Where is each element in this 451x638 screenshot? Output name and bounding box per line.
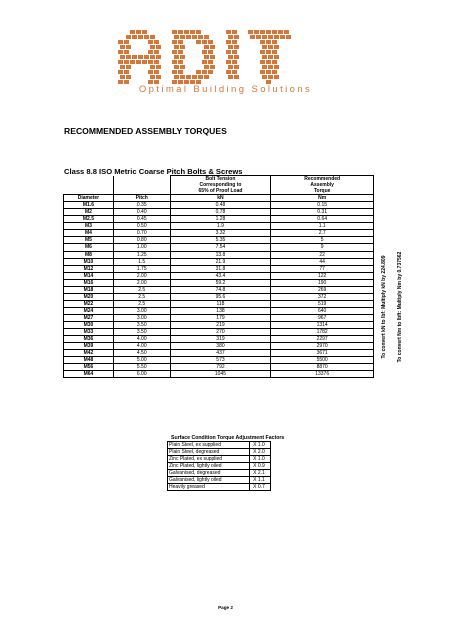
factor-row: [168, 477, 271, 484]
header-recommended: Recommended Assembly Torque: [271, 176, 374, 195]
nm-cell: 967: [271, 314, 374, 321]
table-row: [64, 371, 374, 378]
table-row: [64, 314, 374, 321]
header-row-1: [64, 176, 374, 195]
factor-row: [168, 442, 271, 449]
conversion-note-nm: To convert Nm to lbft: Multiply Nm by 0.737562: [397, 251, 403, 363]
pitch-cell: 3.50: [113, 321, 170, 328]
factors-table: [167, 441, 271, 491]
diameter-cell: M18: [64, 286, 114, 293]
col-kn: kN: [170, 195, 271, 202]
table-row: [64, 329, 374, 336]
nm-cell: 0.31: [271, 209, 374, 216]
factor-row: [168, 484, 271, 491]
factor-row: [168, 463, 271, 470]
kn-cell: 380: [170, 343, 271, 350]
torque-table: [63, 175, 374, 378]
diameter-cell: M42: [64, 350, 114, 357]
pitch-cell: 0.35: [113, 202, 170, 209]
table-row: [64, 279, 374, 286]
nm-cell: 77: [271, 265, 374, 272]
col-nm: Nm: [271, 195, 374, 202]
kn-cell: 138: [170, 307, 271, 314]
diameter-cell: M48: [64, 357, 114, 364]
pitch-cell: 2.5: [113, 300, 170, 307]
surface-condition: Zinc Plated, ex supplied: [168, 456, 250, 463]
pitch-cell: 2.5: [113, 286, 170, 293]
diameter-cell: M14: [64, 272, 114, 279]
pitch-cell: 3.50: [113, 329, 170, 336]
kn-cell: 437: [170, 350, 271, 357]
diameter-cell: M12: [64, 265, 114, 272]
pitch-cell: 6.00: [113, 371, 170, 378]
diameter-cell: M33: [64, 329, 114, 336]
kn-cell: 270: [170, 329, 271, 336]
surface-condition: Heavily greased: [168, 484, 250, 491]
table-row: [64, 202, 374, 209]
adjustment-factor: X 1.1: [250, 477, 271, 484]
diameter-cell: M5: [64, 237, 114, 244]
diameter-cell: M16: [64, 279, 114, 286]
kn-cell: 43.4: [170, 272, 271, 279]
pitch-cell: 5.00: [113, 357, 170, 364]
diameter-cell: M10: [64, 258, 114, 265]
table-row: [64, 293, 374, 300]
conversion-note-kn: To convert kN to lbf: Multiply kN by 224.809: [381, 255, 387, 359]
table-row: [64, 350, 374, 357]
nm-cell: 122: [271, 272, 374, 279]
table-row: [64, 230, 374, 237]
diameter-cell: M2.5: [64, 216, 114, 223]
factor-row: [168, 449, 271, 456]
nm-cell: 190: [271, 279, 374, 286]
nm-cell: 44: [271, 258, 374, 265]
nm-cell: 3671: [271, 350, 374, 357]
nm-cell: 5: [271, 237, 374, 244]
kn-cell: 0.78: [170, 209, 271, 216]
kn-cell: 1045: [170, 371, 271, 378]
nm-cell: 0.64: [271, 216, 374, 223]
nm-cell: 13376: [271, 371, 374, 378]
surface-condition: Plain Steel, degreased: [168, 449, 250, 456]
surface-condition: Plain Steel, ex supplied: [168, 442, 250, 449]
col-pitch: Pitch: [113, 195, 170, 202]
nm-cell: 372: [271, 293, 374, 300]
table-row: [64, 336, 374, 343]
table-row: [64, 343, 374, 350]
adjustment-factor: X 2.0: [250, 449, 271, 456]
factor-row: [168, 470, 271, 477]
surface-condition: Zinc Plated, lightly oiled: [168, 463, 250, 470]
diameter-cell: M3: [64, 223, 114, 230]
diameter-cell: M2: [64, 209, 114, 216]
nm-cell: 0.15: [271, 202, 374, 209]
nm-cell: 1314: [271, 321, 374, 328]
table-row: [64, 251, 374, 258]
adjustment-factor: X 1.0: [250, 456, 271, 463]
pitch-cell: 4.00: [113, 336, 170, 343]
table-row: [64, 307, 374, 314]
kn-cell: 21.9: [170, 258, 271, 265]
surface-condition: Galvanised, lightly oiled: [168, 477, 250, 484]
kn-cell: 5.35: [170, 237, 271, 244]
kn-cell: 13.8: [170, 251, 271, 258]
nm-cell: 5500: [271, 357, 374, 364]
pitch-cell: 4.50: [113, 350, 170, 357]
diameter-cell: M56: [64, 364, 114, 371]
diameter-cell: M20: [64, 293, 114, 300]
pitch-cell: 0.40: [113, 209, 170, 216]
diameter-cell: M6: [64, 244, 114, 251]
kn-cell: 118: [170, 300, 271, 307]
pitch-cell: 3.00: [113, 307, 170, 314]
table-row: [64, 223, 374, 230]
table-row: [64, 300, 374, 307]
pitch-cell: 1.5: [113, 258, 170, 265]
page-number: Page 2: [218, 605, 233, 610]
kn-cell: 74.8: [170, 286, 271, 293]
header-bolt-tension: Bolt Tension Corresponding to 65% of Proof Load: [170, 176, 271, 195]
table-row: [64, 321, 374, 328]
kn-cell: 31.8: [170, 265, 271, 272]
pitch-cell: 1.00: [113, 244, 170, 251]
adjustment-factor: X 0.7: [250, 484, 271, 491]
table-row: [64, 357, 374, 364]
kn-cell: 3.32: [170, 230, 271, 237]
kn-cell: 319: [170, 336, 271, 343]
diameter-cell: M8: [64, 251, 114, 258]
pitch-cell: 5.50: [113, 364, 170, 371]
nm-cell: 22: [271, 251, 374, 258]
diameter-cell: M27: [64, 314, 114, 321]
diameter-cell: M36: [64, 336, 114, 343]
nm-cell: 640: [271, 307, 374, 314]
kn-cell: 95.6: [170, 293, 271, 300]
pitch-cell: 2.5: [113, 293, 170, 300]
document-title: RECOMMENDED ASSEMBLY TORQUES: [64, 126, 227, 136]
diameter-cell: M24: [64, 307, 114, 314]
nm-cell: 269: [271, 286, 374, 293]
pitch-cell: 0.80: [113, 237, 170, 244]
diameter-cell: M39: [64, 343, 114, 350]
kn-cell: 792: [170, 364, 271, 371]
header-row-2: [64, 195, 374, 202]
adjustment-factor: X 0.9: [250, 463, 271, 470]
kn-cell: 219: [170, 321, 271, 328]
nm-cell: 2297: [271, 336, 374, 343]
pitch-cell: 3.00: [113, 314, 170, 321]
diameter-cell: M64: [64, 371, 114, 378]
kn-cell: 0.48: [170, 202, 271, 209]
diameter-cell: M30: [64, 321, 114, 328]
pitch-cell: 2.00: [113, 279, 170, 286]
pitch-cell: 0.70: [113, 230, 170, 237]
kn-cell: 573: [170, 357, 271, 364]
nm-cell: 8870: [271, 364, 374, 371]
pitch-cell: 2.00: [113, 272, 170, 279]
pitch-cell: 0.50: [113, 223, 170, 230]
diameter-cell: M4: [64, 230, 114, 237]
nm-cell: 9: [271, 244, 374, 251]
table-row: [64, 286, 374, 293]
pitch-cell: 1.25: [113, 251, 170, 258]
table-row: [64, 209, 374, 216]
kn-cell: 1.9: [170, 223, 271, 230]
table-title: Class 8.8 ISO Metric Coarse Pitch Bolts & Screws: [64, 167, 243, 176]
table-row: [64, 258, 374, 265]
company-tagline: Optimal Building Solutions: [138, 84, 313, 95]
factor-row: [168, 456, 271, 463]
nm-cell: 2970: [271, 343, 374, 350]
table-row: [64, 237, 374, 244]
surface-condition: Galvanised, degreased: [168, 470, 250, 477]
kn-cell: 1.28: [170, 216, 271, 223]
nm-cell: 1782: [271, 329, 374, 336]
col-diameter: Diameter: [64, 195, 114, 202]
table-row: [64, 265, 374, 272]
diameter-cell: M1.6: [64, 202, 114, 209]
pitch-cell: 4.00: [113, 343, 170, 350]
adjustment-factor: X 1.0: [250, 442, 271, 449]
kn-cell: 179: [170, 314, 271, 321]
nm-cell: 2.7: [271, 230, 374, 237]
kn-cell: 7.54: [170, 244, 271, 251]
kn-cell: 59.2: [170, 279, 271, 286]
table-row: [64, 216, 374, 223]
pitch-cell: 0.45: [113, 216, 170, 223]
factors-title: Surface Condition Torque Adjustment Factors: [171, 435, 285, 441]
nm-cell: 519: [271, 300, 374, 307]
table-row: [64, 364, 374, 371]
nm-cell: 1.1: [271, 223, 374, 230]
diameter-cell: M22: [64, 300, 114, 307]
table-row: [64, 272, 374, 279]
company-logo: [118, 26, 332, 118]
pitch-cell: 1.75: [113, 265, 170, 272]
adjustment-factor: X 2.1: [250, 470, 271, 477]
table-row: [64, 244, 374, 251]
